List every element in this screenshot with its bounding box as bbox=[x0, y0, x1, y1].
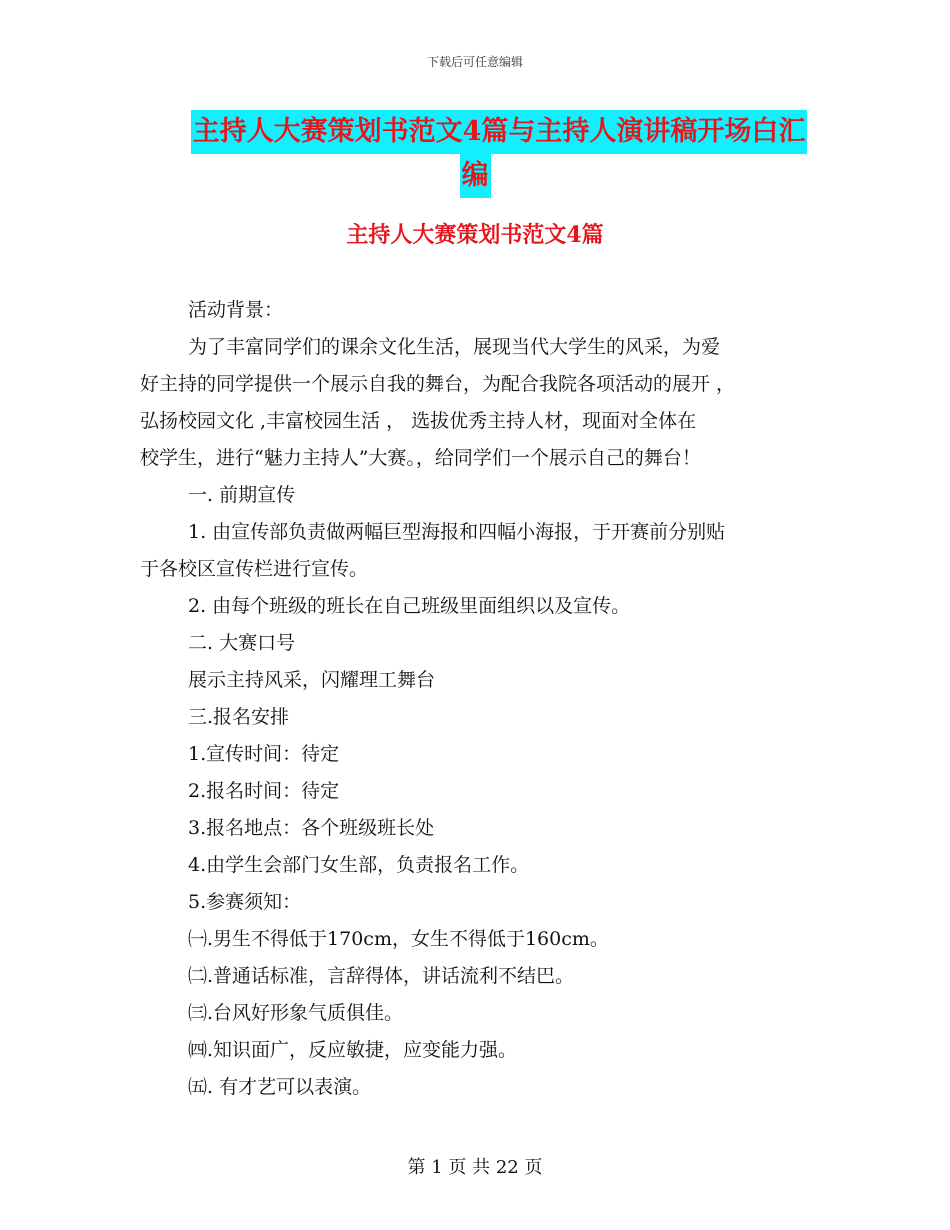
requirement-item: ㈢.台风好形象气质俱佳。 bbox=[188, 1002, 404, 1024]
section-heading-slogan: 二. 大赛口号 bbox=[188, 632, 296, 654]
list-item: 4.由学生会部门女生部，负责报名工作。 bbox=[188, 854, 530, 876]
requirement-item: ㈣.知识面广，反应敏捷，应变能力强。 bbox=[188, 1039, 518, 1061]
paragraph-line: 校学生，进行“魅力主持人”大赛。，给同学们一个展示自己的舞台！ bbox=[140, 447, 701, 469]
list-item-continuation: 于各校区宣传栏进行宣传。 bbox=[140, 558, 369, 580]
header-note: 下载后可任意编辑 bbox=[426, 55, 523, 69]
requirement-item: ㈤. 有才艺可以表演。 bbox=[188, 1076, 372, 1098]
paragraph-line: 好主持的同学提供一个展示自我的舞台，为配合我院各项活动的展开 ， bbox=[140, 373, 736, 395]
section-heading-publicity: 一. 前期宣传 bbox=[188, 484, 296, 506]
slogan-text: 展示主持风采，闪耀理工舞台 bbox=[188, 669, 436, 691]
list-item: 1.宣传时间：待定 bbox=[188, 743, 340, 765]
list-item: 2.报名时间：待定 bbox=[188, 780, 340, 802]
section-heading-registration: 三.报名安排 bbox=[188, 706, 290, 728]
paragraph-line: 弘扬校园文化 ,丰富校园生活 ， 选拔优秀主持人材，现面对全体在 bbox=[140, 410, 697, 432]
document-title-line1: 主持人大赛策划书范文4篇与主持人演讲稿开场白汇 bbox=[191, 110, 808, 154]
page-number: 第 1 页 共 22 页 bbox=[407, 1157, 543, 1178]
list-item: 5.参赛须知： bbox=[188, 891, 302, 913]
document-title-line2: 编 bbox=[460, 154, 491, 198]
document-title bbox=[0, 110, 950, 198]
list-item: 1. 由宣传部负责做两幅巨型海报和四幅小海报，于开赛前分别贴 bbox=[188, 521, 726, 543]
section-title: 主持人大赛策划书范文4篇 bbox=[346, 222, 604, 248]
list-item: 3.报名地点：各个班级班长处 bbox=[188, 817, 435, 839]
requirement-item: ㈡.普通话标准，言辞得体，讲话流利不结巴。 bbox=[188, 965, 575, 987]
paragraph-line: 为了丰富同学们的课余文化生活，展现当代大学生的风采，为爱 bbox=[188, 336, 721, 358]
list-item: 2. 由每个班级的班长在自己班级里面组织以及宣传。 bbox=[188, 595, 631, 617]
requirement-item: ㈠.男生不得低于170cm，女生不得低于160cm。 bbox=[188, 928, 609, 950]
background-heading: 活动背景： bbox=[188, 299, 284, 321]
